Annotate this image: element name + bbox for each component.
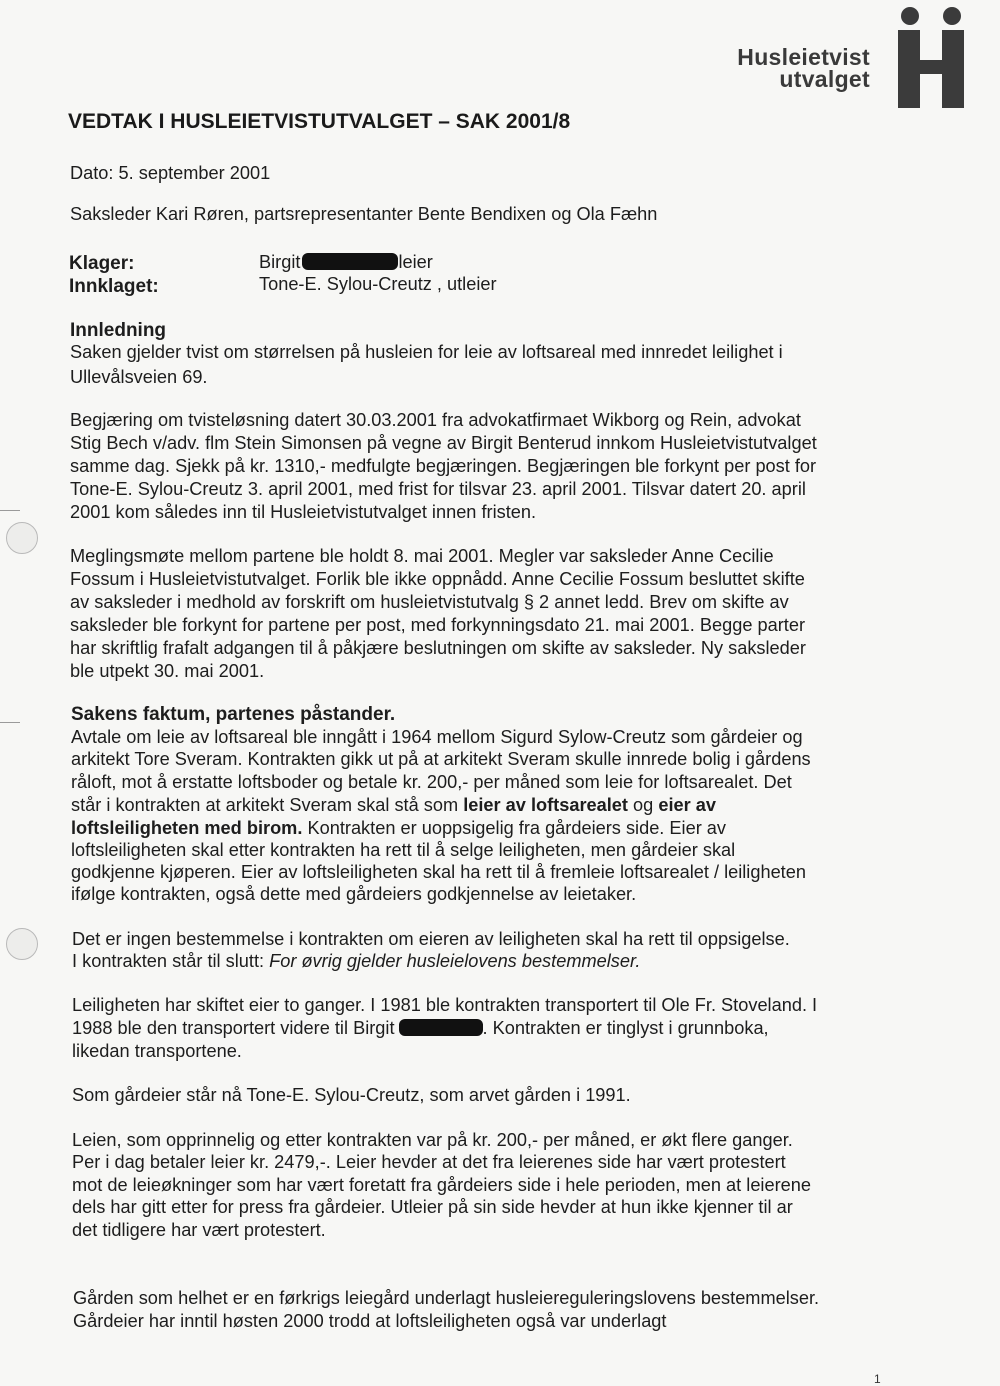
innklaget-value: Tone-E. Sylou-Creutz , utleier xyxy=(259,274,497,294)
bestemmelse-quote: For øvrig gjelder husleielovens bestemmelser. xyxy=(269,951,641,971)
faktum-line: loftsleiligheten skal etter kontrakten ha rett til å selge leiligheten, men gårdeier skal xyxy=(71,840,736,860)
faktum-text: Kontrakten er uoppsigelig fra gårdeiers side. Eier av xyxy=(302,818,727,838)
punch-hole xyxy=(6,928,38,960)
klager-role: leier xyxy=(398,252,433,272)
paragraph-megling-line: Fossum i Husleietvistutvalget. Forlik ble ikke oppnådd. Anne Cecilie Fossum besluttet skifte xyxy=(70,569,805,589)
paragraph-megling-line: saksleder ble forkynt for partene per post, med forkynningsdato 21. mai 2001. Begge parter xyxy=(70,615,805,635)
innledning-line: Saken gjelder tvist om størrelsen på husleien for leie av loftsareal med innredet leilighet i xyxy=(70,342,783,362)
garden-line: Gårdeier har inntil høsten 2000 trodd at loftsleiligheten også var underlagt xyxy=(73,1311,667,1331)
klager-label: Klager: xyxy=(69,253,135,274)
faktum-bold-text: eier av xyxy=(658,795,716,815)
faktum-bold-text: leier av loftsarealet xyxy=(463,795,628,815)
paragraph-megling-line: har skriftlig frafalt adgangen til å påkjære beslutningen om skifte av saksleder. Ny saksleder xyxy=(70,638,806,658)
section-heading-faktum: Sakens faktum, partenes påstander. xyxy=(71,704,396,725)
page-number: 1 xyxy=(874,1372,881,1386)
faktum-line: råloft, mot å erstatte loftsboder og betale kr. 200,- per måned som leie for loftsarealet. Det xyxy=(71,772,792,792)
faktum-line xyxy=(71,817,726,840)
paragraph-begjaering-line: Begjæring om tvisteløsning datert 30.03.2001 fra advokatfirmaet Wikborg og Rein, advokat xyxy=(70,410,801,430)
margin-tick xyxy=(0,722,20,723)
logo-line-2: utvalget xyxy=(779,66,870,92)
faktum-text: og xyxy=(627,795,659,815)
panel-members: Saksleder Kari Røren, partsrepresentanter Bente Bendixen og Ola Fæhn xyxy=(70,204,658,224)
paragraph-begjaering-line: samme dag. Sjekk på kr. 1310,- medfulgte begjæringen. Begjæringen ble forkynt per post for xyxy=(70,456,817,476)
eier-text: . Kontrakten er tinglyst i grunnboka, xyxy=(482,1018,769,1038)
bestemmelse-text: I kontrakten står til slutt: xyxy=(72,951,270,971)
faktum-line: Avtale om leie av loftsareal ble inngått i 1964 mellom Sigurd Sylow-Creutz som gårdeier og xyxy=(71,727,803,747)
decision-date: Dato: 5. september 2001 xyxy=(70,163,271,183)
faktum-text: står i kontrakten at arkitekt Sveram skal stå som xyxy=(71,795,464,815)
bestemmelse-line: Det er ingen bestemmelse i kontrakten om eieren av leiligheten skal ha rett til oppsigelse. xyxy=(72,929,790,949)
paragraph-begjaering-line: Stig Bech v/adv. flm Stein Simonsen på vegne av Birgit Benterud innkom Husleietvistutvalget xyxy=(70,433,817,453)
eier-line: likedan transportene. xyxy=(72,1041,242,1061)
klager-first-name: Birgit xyxy=(259,252,301,272)
leien-line: det tidligere har vært protestert. xyxy=(72,1220,326,1240)
faktum-line xyxy=(71,794,716,817)
faktum-line: arkitekt Tore Sveram. Kontrakten gikk ut på at arkitekt Sveram skulle innrede bolig i gårdens xyxy=(71,749,811,769)
section-heading-innledning: Innledning xyxy=(70,320,167,341)
paragraph-megling-line: ble utpekt 30. mai 2001. xyxy=(70,661,265,681)
leien-line: Per i dag betaler leier kr. 2479,-. Leier hevder at det fra leierenes side har vært protestert xyxy=(72,1152,786,1172)
logo-text xyxy=(737,46,870,90)
leien-line: mot de leieøkninger som har vært foretatt fra gårdeiers side i hele perioden, men at leierene xyxy=(72,1175,811,1195)
paragraph-megling-line: av saksleder i medhold av forskrift om husleietvistutvalg § 2 annet ledd. Brev om skifte av xyxy=(70,592,789,612)
punch-hole xyxy=(6,522,38,554)
husleietvist-logo-mark-icon xyxy=(896,6,968,110)
eier-line: Leiligheten har skiftet eier to ganger. I 1981 ble kontrakten transportert til Ole Fr. Stoveland. I xyxy=(72,995,818,1015)
leien-line: dels har gitt etter for press fra gårdeier. Utleier på sin side hevder at hun ikke kjenner til ar xyxy=(72,1197,793,1217)
klager-value xyxy=(259,252,433,273)
innledning-line: Ullevålsveien 69. xyxy=(70,367,208,387)
eier-text: 1988 ble den transportert videre til Birgit xyxy=(72,1018,395,1038)
logo-line-1: Husleietvist xyxy=(737,44,870,70)
margin-tick xyxy=(0,510,20,511)
redaction-bar xyxy=(302,253,398,270)
faktum-bold-text: loftsleiligheten med birom. xyxy=(71,818,303,838)
gardeier-paragraph: Som gårdeier står nå Tone-E. Sylou-Creutz, som arvet gården i 1991. xyxy=(72,1085,631,1105)
faktum-line: ifølge kontrakten, også dette med gårdeiers godkjennelse av leietaker. xyxy=(71,884,637,904)
redaction-bar xyxy=(399,1019,483,1036)
paragraph-begjaering-line: Tone-E. Sylou-Creutz 3. april 2001, med frist for tilsvar 23. april 2001. Tilsvar datert 20. april xyxy=(70,479,806,499)
organization-logo xyxy=(737,6,982,112)
eier-line xyxy=(72,1017,769,1040)
leien-line: Leien, som opprinnelig og etter kontrakten var på kr. 200,- per måned, er økt flere ganger. xyxy=(72,1130,793,1150)
faktum-line: godkjenne kjøperen. Eier av loftsleiligheten skal ha rett til å fremleie loftsarealet / leiligheten xyxy=(71,862,806,882)
paragraph-megling-line: Meglingsmøte mellom partene ble holdt 8. mai 2001. Megler var saksleder Anne Cecilie xyxy=(70,546,774,566)
innklaget-label: Innklaget: xyxy=(69,276,159,297)
paragraph-begjaering-line: 2001 kom således inn til Husleietvistutvalget innen fristen. xyxy=(70,502,537,522)
bestemmelse-line xyxy=(72,950,640,973)
decision-title: VEDTAK I HUSLEIETVISTUTVALGET – SAK 2001/8 xyxy=(68,110,571,133)
garden-line: Gården som helhet er en førkrigs leiegård underlagt husleiereguleringslovens bestemmelser. xyxy=(73,1288,820,1308)
